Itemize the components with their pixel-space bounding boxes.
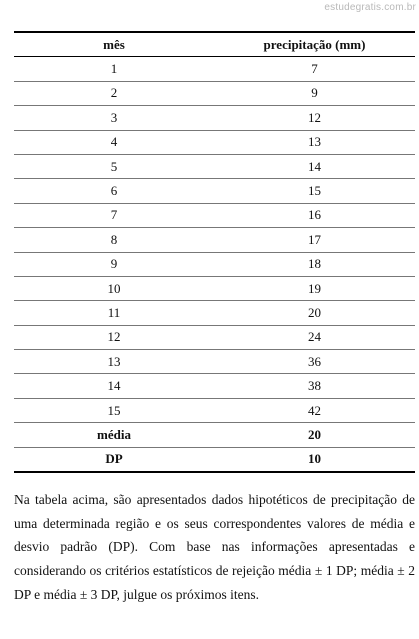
precipitation-cell: 15 — [308, 183, 321, 199]
table-row — [14, 228, 415, 252]
table-row — [14, 350, 415, 374]
sd-value: 10 — [308, 451, 321, 467]
table-row — [14, 301, 415, 325]
sd-label: DP — [105, 451, 123, 467]
precipitation-cell: 7 — [311, 61, 318, 77]
precipitation-cell: 9 — [311, 85, 318, 101]
month-cell: 7 — [110, 207, 118, 223]
month-cell: 5 — [110, 158, 118, 174]
table-row — [14, 106, 415, 130]
precipitation-table — [14, 31, 415, 473]
table-row — [14, 252, 415, 276]
month-cell: 9 — [110, 256, 118, 272]
table-row — [14, 203, 415, 227]
table-row — [14, 325, 415, 349]
precipitation-cell: 24 — [308, 329, 321, 345]
month-cell: 2 — [110, 85, 118, 101]
month-cell: 11 — [107, 304, 121, 320]
precipitation-cell: 13 — [308, 134, 321, 150]
question-paragraph: Na tabela acima, são apresentados dados hipotéticos de precipitação de uma determinada região e os seus correspondentes valores de média e desvio padrão (DP). Com base nas informações apresentadas e considerando os critérios estatísticos de rejeição média ± 1 DP; média ± 2 DP e média ± 3 DP, julgue os próximos itens. — [14, 492, 415, 602]
header-precipitation: precipitação (mm) — [263, 36, 366, 52]
table-row — [14, 398, 415, 422]
month-cell: 8 — [110, 231, 118, 247]
precipitation-cell: 19 — [308, 280, 321, 296]
precipitation-cell: 20 — [308, 304, 321, 320]
table-header-row — [14, 32, 415, 57]
month-cell: 4 — [110, 134, 118, 150]
table-row — [14, 81, 415, 105]
precipitation-cell: 17 — [308, 231, 321, 247]
table-row — [14, 130, 415, 154]
precipitation-cell: 42 — [308, 402, 321, 418]
table-row — [14, 179, 415, 203]
month-cell: 15 — [107, 402, 121, 418]
mean-label: média — [97, 426, 131, 442]
precipitation-cell: 14 — [308, 158, 321, 174]
precipitation-cell: 16 — [308, 207, 321, 223]
table-row — [14, 374, 415, 398]
mean-value: 20 — [308, 426, 321, 442]
month-cell: 6 — [110, 183, 118, 199]
month-cell: 14 — [107, 378, 121, 394]
watermark: estudegratis.com.br — [324, 2, 416, 13]
month-cell: 1 — [110, 61, 118, 77]
month-cell: 13 — [107, 353, 121, 369]
table-row — [14, 276, 415, 300]
month-cell: 3 — [110, 109, 118, 125]
precipitation-cell: 18 — [308, 256, 321, 272]
precipitation-cell: 12 — [308, 109, 321, 125]
table-row — [14, 154, 415, 178]
precipitation-cell: 38 — [308, 378, 321, 394]
precipitation-table-container — [14, 31, 415, 473]
mean-row — [14, 423, 415, 447]
month-cell: 12 — [107, 329, 121, 345]
sd-row — [14, 447, 415, 472]
precipitation-cell: 36 — [308, 353, 321, 369]
month-cell: 10 — [107, 280, 121, 296]
header-month: mês — [103, 36, 125, 52]
table-row — [14, 57, 415, 81]
